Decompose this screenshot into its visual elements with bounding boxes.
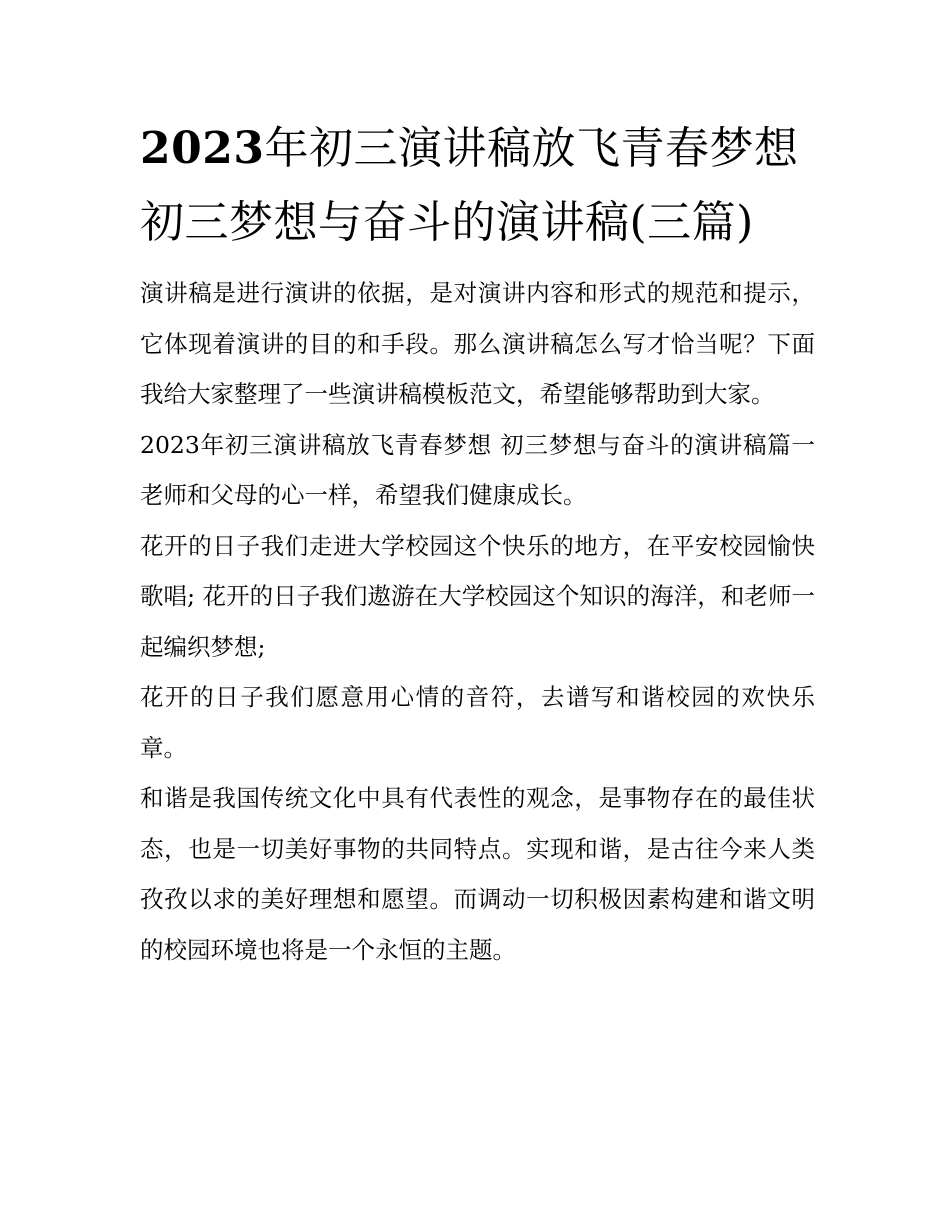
section-heading-paragraph: 2023年初三演讲稿放飞青春梦想 初三梦想与奋斗的演讲稿篇一 老师和父母的心一样，希望我们健康成长。 xyxy=(140,430,815,509)
document-title xyxy=(140,112,815,260)
title-year: 2023 xyxy=(140,123,265,174)
intro-paragraph: 演讲稿是进行演讲的依据，是对演讲内容和形式的规范和提示，它体现着演讲的目的和手段。那么演讲稿怎么写才恰当呢？下面我给大家整理了一些演讲稿模板范文，希望能够帮助到大家。 xyxy=(140,279,815,408)
title-text: 年初三演讲稿放飞青春梦想 初三梦想与奋斗的演讲稿(三篇) xyxy=(140,123,799,248)
body-paragraph: 花开的日子我们愿意用心情的音符，去谱写和谐校园的欢快乐章。 xyxy=(140,683,815,762)
body-paragraph: 花开的日子我们走进大学校园这个快乐的地方，在平安校园愉快歌唱; 花开的日子我们遨游在大学校园这个知识的海洋，和老师一起编织梦想; xyxy=(140,531,815,661)
document-body xyxy=(140,112,815,975)
body-paragraph: 和谐是我国传统文化中具有代表性的观念，是事物存在的最佳状态，也是一切美好事物的共同特点。实现和谐，是古往今来人类孜孜以求的美好理想和愿望。而调动一切积极因素构建和谐文明的校园环境也将是一个永恒的主题。 xyxy=(140,784,815,964)
